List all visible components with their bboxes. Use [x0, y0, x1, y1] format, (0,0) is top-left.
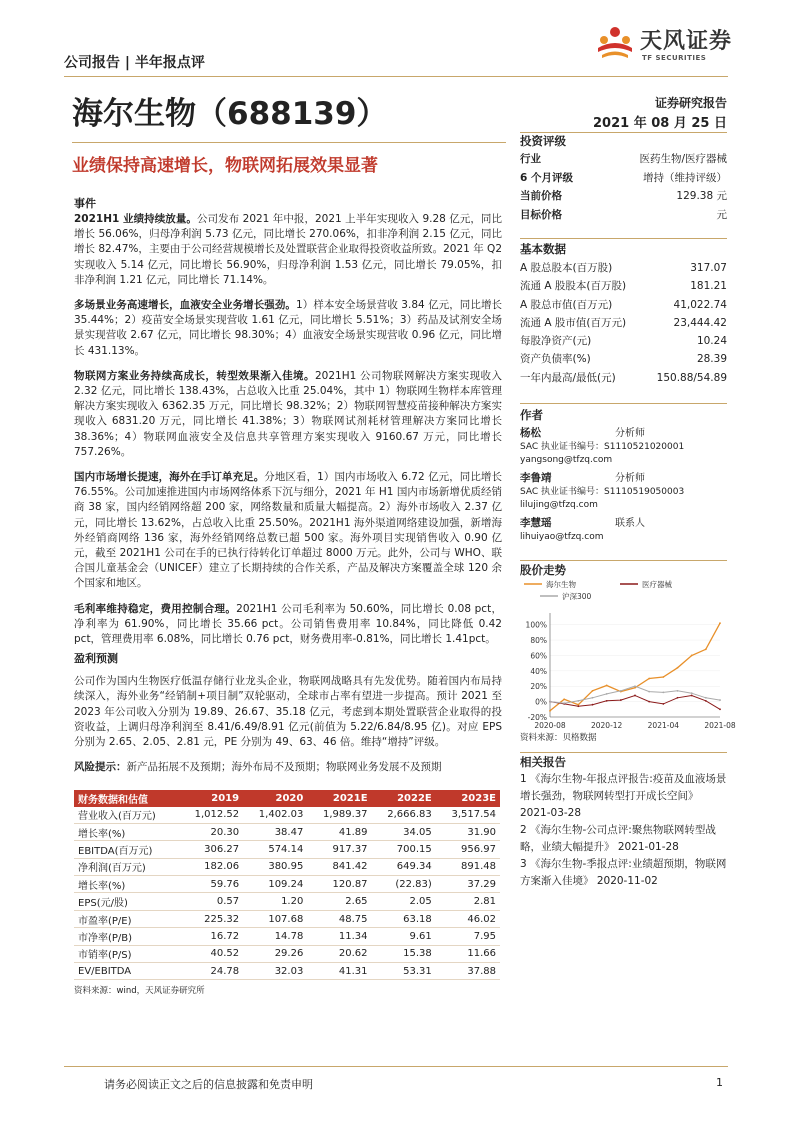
x-tick-label: 2021-08 — [704, 721, 736, 730]
y-tick-label: 40% — [530, 666, 547, 676]
table-cell: 1.20 — [243, 893, 307, 910]
series-line-1 — [550, 623, 720, 711]
price-chart-container — [520, 579, 736, 730]
series-point — [563, 698, 565, 700]
risk-label: 风险提示： — [74, 761, 127, 774]
table-cell: 20.62 — [307, 945, 371, 962]
table-cell: 956.97 — [436, 841, 500, 858]
series-point — [648, 691, 650, 693]
table-header-cell: 2021E — [307, 790, 371, 807]
table-row — [74, 928, 500, 945]
series-point — [620, 690, 622, 692]
table-cell: 53.31 — [372, 963, 436, 980]
table-cell: 225.32 — [179, 910, 243, 927]
table-cell: 40.52 — [179, 945, 243, 962]
table-cell: EBITDA(百万元) — [74, 841, 179, 858]
series-point — [719, 699, 721, 701]
table-row — [74, 910, 500, 927]
table-cell: 1,989.37 — [307, 807, 371, 824]
author-cert: SAC 执业证书编号：S1110519050003 — [520, 487, 685, 497]
author-card — [520, 427, 727, 467]
table-row — [74, 945, 500, 962]
series-point — [677, 690, 679, 692]
author-role: 分析师 — [615, 473, 645, 484]
report-date: 2021 年 08 月 25 日 — [593, 116, 727, 131]
y-tick-label: 100% — [525, 620, 547, 630]
sidebar-divider — [520, 238, 727, 239]
series-point — [577, 704, 579, 706]
table-row — [74, 963, 500, 980]
related-title: 相关报告 — [520, 755, 566, 769]
section-lead: 毛利率维持稳定，费用控制合理。 — [74, 602, 237, 615]
basic-data-row — [520, 369, 727, 387]
rating-title: 投资评级 — [520, 134, 566, 148]
series-point — [705, 697, 707, 699]
financial-table — [74, 790, 500, 981]
author-email: lihuiyao@tfzq.com — [520, 532, 604, 542]
brand-name-en: TF SECURITIES — [642, 54, 707, 62]
series-point — [691, 655, 693, 657]
legend-label: 海尔生物 — [546, 580, 576, 589]
footer-divider — [64, 1066, 728, 1067]
table-cell: 41.89 — [307, 823, 371, 840]
table-cell: 11.34 — [307, 928, 371, 945]
series-point — [592, 697, 594, 699]
table-cell: 46.02 — [436, 910, 500, 927]
table-cell: 市盈率(P/E) — [74, 910, 179, 927]
basic-data-value: 28.39 — [696, 353, 727, 366]
table-cell: 3,517.54 — [436, 807, 500, 824]
section-markets — [74, 470, 502, 592]
rating-value: 医药生物/医疗器械 — [639, 153, 727, 165]
basic-data-value: 317.07 — [690, 262, 727, 274]
series-point — [634, 695, 636, 697]
series-point — [648, 678, 650, 680]
basic-data-row — [520, 277, 727, 295]
rating-row — [520, 206, 727, 225]
series-point — [691, 695, 693, 697]
table-cell: 31.90 — [436, 823, 500, 840]
series-point — [577, 705, 579, 707]
table-cell: 109.24 — [243, 876, 307, 893]
basic-data-row — [520, 314, 727, 332]
series-point — [606, 700, 608, 702]
series-point — [563, 702, 565, 704]
rating-panel — [520, 133, 727, 224]
table-cell: 574.14 — [243, 841, 307, 858]
author-cert: SAC 执业证书编号：S1110521020001 — [520, 442, 685, 452]
rating-row — [520, 150, 727, 169]
price-trend-panel — [520, 562, 736, 743]
series-point — [691, 692, 693, 694]
section-text: 2021H1 公司物联网解决方案实现收入 2.32 亿元，同比增长 138.43%，占总收入比重 25.04%，其中 1）物联网生物样本库管理解决方案实现收入 6362.35 万元，同比增长 98.32%；2）物联网智慧疫苗接种解决方案实现收入 6831.20 万元，同比增长 41.38%；3）物联网试剂耗材管理解决方案同比增长 38.36%；4）物联网血液安全及信息共享管理方案实现收入 9160.67 万元，同比增长 757.26%。 — [74, 369, 502, 458]
risk-text: 新产品拓展不及预期；海外布局不及预期；物联网业务发展不及预期 — [126, 761, 442, 774]
section-lead: 多场景业务高速增长，血液安全业务增长强劲。 — [74, 299, 296, 312]
table-cell: 29.26 — [243, 945, 307, 962]
author-card — [520, 472, 727, 512]
table-cell: 63.18 — [372, 910, 436, 927]
section-lead: 2021H1 业绩持续放量。 — [74, 213, 197, 225]
section-margins — [74, 602, 502, 648]
forecast-title: 盈利预测 — [74, 652, 118, 666]
chart-source: 资料来源：贝格数据 — [520, 733, 597, 743]
table-cell: 营业收入(百万元) — [74, 807, 179, 824]
table-header-cell: 2023E — [436, 790, 500, 807]
series-point — [606, 693, 608, 695]
table-cell: EV/EBITDA — [74, 963, 179, 980]
basic-data-key: 一年内最高/最低(元) — [520, 371, 616, 384]
headline: 业绩保持高速增长，物联网拓展效果显著 — [72, 156, 378, 176]
forecast-text: 公司作为国内生物医疗低温存储行业龙头企业，物联网战略具有先发优势。随着国内布局持续深入，海外业务“经销制+项目制”双轮驱动，全球市占率有望进一步提高。预计 2021 至 2023 年公司收入分别为 19.89、26.67、35.18 亿元，考虑到本期处置联营企业取得的投资收益，上调归母净利润至 8.41/6.49/8.91 亿元(前值为 5.22/6.84/8.95 亿)。对应 EPS 分别为 2.65、2.05、2.81 元，PE 分别为 49、63、46 倍。维持“增持”评级。 — [74, 675, 502, 749]
table-cell: 37.88 — [436, 963, 500, 980]
table-row — [74, 858, 500, 875]
author-card — [520, 517, 727, 544]
series-point — [634, 685, 636, 687]
table-cell: 649.34 — [372, 858, 436, 875]
table-cell: 15.38 — [372, 945, 436, 962]
brand-name: 天风证券 — [640, 29, 733, 54]
table-cell: 市净率(P/B) — [74, 928, 179, 945]
table-cell: 9.61 — [372, 928, 436, 945]
table-cell: 1,402.03 — [243, 807, 307, 824]
y-tick-label: 0% — [535, 697, 547, 707]
table-cell: 2.65 — [307, 893, 371, 910]
table-cell: EPS(元/股) — [74, 893, 179, 910]
price-trend-title: 股价走势 — [520, 563, 566, 577]
table-cell: 37.29 — [436, 876, 500, 893]
price-chart — [520, 579, 736, 730]
series-point — [634, 687, 636, 689]
series-point — [662, 676, 664, 678]
table-row — [74, 876, 500, 893]
table-cell: 2.05 — [372, 893, 436, 910]
table-row — [74, 893, 500, 910]
series-point — [719, 622, 721, 624]
table-cell: 59.76 — [179, 876, 243, 893]
author-name: 李鲁靖 — [520, 472, 552, 484]
table-cell: 11.66 — [436, 945, 500, 962]
table-cell: 120.87 — [307, 876, 371, 893]
table-cell: 市销率(P/S) — [74, 945, 179, 962]
series-point — [677, 667, 679, 669]
author-role: 联系人 — [615, 518, 645, 529]
table-cell: 净利润(百万元) — [74, 858, 179, 875]
table-cell: 2,666.83 — [372, 807, 436, 824]
basic-data-row — [520, 350, 727, 368]
basic-data-list — [520, 259, 727, 387]
table-cell: 700.15 — [372, 841, 436, 858]
basic-data-row — [520, 296, 727, 314]
author-email: lilujing@tfzq.com — [520, 500, 598, 510]
table-cell: 24.78 — [179, 963, 243, 980]
report-category: 公司报告 | 半年报点评 — [64, 55, 205, 71]
table-body — [74, 807, 500, 980]
section-lead: 国内市场增长提速，海外在手订单充足。 — [74, 471, 265, 484]
table-cell: (22.83) — [372, 876, 436, 893]
table-header-cell: 2022E — [372, 790, 436, 807]
related-item[interactable]: 1 《海尔生物-年报点评报告:疫苗及血液场景增长强劲，物联网转型打开成长空间》 2021-03-28 — [520, 773, 727, 819]
series-point — [705, 648, 707, 650]
basic-data-key: A 股总市值(百万元) — [520, 298, 613, 311]
table-row — [74, 841, 500, 858]
table-cell: 20.30 — [179, 823, 243, 840]
table-cell: 107.68 — [243, 910, 307, 927]
section-text: 2021H1 公司毛利率为 50.60%，同比增长 0.08 pct，净利率为 61.90%，同比增长 35.66 pct。公司销售费用率 10.84%，同比降低 0.42 pct，管理费用率 6.08%，同比增长 0.76 pct，财务费用率-0.81%，同比增长 1.41pct。 — [74, 602, 503, 646]
table-cell: 34.05 — [372, 823, 436, 840]
series-point — [606, 685, 608, 687]
table-cell: 38.47 — [243, 823, 307, 840]
author-email: yangsong@tfzq.com — [520, 455, 613, 465]
related-item[interactable]: 3 《海尔生物-季报点评:业绩超预期，物联网方案渐入佳境》 2020-11-02 — [520, 858, 727, 887]
section-text: 公司发布 2021 年中报，2021 上半年实现收入 9.28 亿元，同比增长 56.06%，归母净利润 5.73 亿元，同比增长 270.06%，扣非净利润 2.15 亿元，同比增长 82.47%，主要由于公司经营规模增长及处置联营企业取得投资收益所致。2021 年 Q2 实现收入 5.14 亿元，同比增长 56.90%，归母净利润 1.53 亿元，同比增长 79.05%，扣非净利润 1.21 亿元，同比增长 71.14%。 — [74, 213, 502, 286]
section-lead: 物联网方案业务持续高成长，转型效果渐入佳境。 — [74, 369, 315, 382]
basic-data-panel — [520, 240, 727, 387]
rating-key: 6 个月评级 — [520, 171, 573, 184]
table-cell: 891.48 — [436, 858, 500, 875]
series-point — [705, 700, 707, 702]
series-line-2 — [550, 696, 720, 710]
rating-key: 行业 — [520, 153, 541, 165]
table-cell: 2.81 — [436, 893, 500, 910]
basic-data-value: 10.24 — [696, 335, 727, 348]
authors-panel — [520, 405, 727, 544]
sidebar-divider — [520, 560, 727, 561]
section-scenarios — [74, 298, 502, 359]
series-point — [662, 703, 664, 705]
basic-data-key: 每股净资产(元) — [520, 335, 592, 348]
table-source: 资料来源：wind，天风证券研究所 — [74, 986, 205, 997]
table-cell: 32.03 — [243, 963, 307, 980]
series-point — [662, 691, 664, 693]
y-tick-label: 20% — [530, 682, 547, 692]
basic-data-key: 资产负债率(%) — [520, 353, 591, 366]
table-header-cell: 财务数据和估值 — [74, 790, 179, 807]
table-cell: 增长率(%) — [74, 876, 179, 893]
risk-note — [74, 760, 502, 775]
rating-key: 当前价格 — [520, 190, 562, 202]
rating-value: 129.38 元 — [676, 190, 727, 202]
event-title: 事件 — [74, 197, 96, 210]
table-cell: 7.95 — [436, 928, 500, 945]
series-point — [592, 690, 594, 692]
rating-value: 增持（维持评级） — [643, 171, 727, 184]
rating-value: 元 — [716, 208, 727, 221]
brand-logo-icon — [590, 18, 640, 68]
series-point — [549, 701, 551, 703]
y-tick-label: 60% — [530, 651, 547, 661]
table-cell: 16.72 — [179, 928, 243, 945]
x-tick-label: 2020-12 — [590, 721, 623, 730]
legend-label: 沪深300 — [562, 592, 592, 601]
basic-data-key: 流通 A 股市值(百万元) — [520, 316, 627, 329]
author-role: 分析师 — [615, 428, 645, 439]
table-cell: 增长率(%) — [74, 823, 179, 840]
table-header-cell: 2020 — [243, 790, 307, 807]
y-tick-label: -20% — [527, 713, 547, 722]
legend-label: 医疗器械 — [642, 580, 672, 589]
table-cell: 182.06 — [179, 858, 243, 875]
author-name: 李慧瑶 — [520, 517, 552, 529]
table-header-cell: 2019 — [179, 790, 243, 807]
basic-data-value: 181.21 — [690, 280, 727, 293]
series-point — [549, 710, 551, 712]
series-point — [719, 708, 721, 710]
rating-key: 目标价格 — [520, 208, 562, 221]
series-point — [592, 704, 594, 706]
author-name: 杨松 — [520, 427, 541, 439]
table-cell: 0.57 — [179, 893, 243, 910]
report-type: 证券研究报告 — [654, 96, 727, 110]
page-number: 1 — [716, 1076, 723, 1089]
related-panel — [520, 753, 727, 890]
table-row — [74, 823, 500, 840]
section-text: 1）样本安全场景营收 3.84 亿元，同比增长 35.44%；2）疫苗安全场景实现营收 1.61 亿元，同比增长 5.51%；3）药品及试剂安全场景实现营收 2.67 亿元，同比增长 98.30%；4）血液安全场景实现营收 0.96 亿元，同比增长 431.13%。 — [74, 299, 503, 357]
basic-data-key: A 股总股本(百万股) — [520, 262, 613, 274]
table-cell: 380.95 — [243, 858, 307, 875]
basic-data-key: 流通 A 股股本(百万股) — [520, 280, 627, 293]
table-header-row — [74, 790, 500, 807]
table-row — [74, 807, 500, 824]
series-point — [620, 699, 622, 701]
authors-title: 作者 — [520, 408, 543, 422]
table-cell: 14.78 — [243, 928, 307, 945]
table-cell: 41.31 — [307, 963, 371, 980]
series-point — [577, 700, 579, 702]
table-cell: 306.27 — [179, 841, 243, 858]
title-divider — [72, 142, 506, 143]
rating-row — [520, 187, 727, 206]
y-tick-label: 80% — [530, 636, 547, 646]
section-iot — [74, 369, 502, 460]
page-title: 海尔生物（688139） — [72, 96, 388, 132]
section-performance — [74, 212, 502, 288]
section-text: 分地区看，1）国内市场收入 6.72 亿元，同比增长 76.55%。公司加速推进国内市场网络体系下沉与细分，2021 年 H1 国内市场新增优质经销商 38 家，国内经销网络超 200 家，网络数量和质量大幅提高。2）海外市场收入 2.37 亿元，同比增长 13.62%，占总收入比重 25.50%。2021H1 海外渠道网络建设加强，新增海外经销商网络 136 家，海外经销网络总数已超 500 家。海外项目实现销售收入 0.90 亿元，截至 2021H1 公司在手的已执行待转化订单超过 8000 万元。此外，公司与 WHO、联合国儿童基金会（UNICEF）建立了长期持续的合作关系，产品及解决方案覆盖全球 120 余个国家和地区。 — [74, 471, 503, 590]
header-divider — [64, 76, 728, 77]
basic-data-row — [520, 332, 727, 350]
table-cell: 48.75 — [307, 910, 371, 927]
series-point — [648, 701, 650, 703]
basic-data-value: 150.88/54.89 — [656, 371, 727, 384]
table-cell: 1,012.52 — [179, 807, 243, 824]
x-tick-label: 2020-08 — [534, 721, 566, 730]
table-cell: 841.42 — [307, 858, 371, 875]
x-tick-label: 2021-04 — [647, 721, 680, 730]
sidebar-divider — [520, 403, 727, 404]
basic-data-title: 基本数据 — [520, 242, 566, 256]
basic-data-row — [520, 259, 727, 277]
rating-row — [520, 169, 727, 188]
related-item[interactable]: 2 《海尔生物-公司点评:聚焦物联网转型战略，业绩大幅提升》 2021-01-28 — [520, 824, 716, 853]
footer-disclaimer: 请务必阅读正文之后的信息披露和免责申明 — [104, 1078, 313, 1091]
basic-data-value: 23,444.42 — [673, 316, 727, 329]
basic-data-value: 41,022.74 — [673, 298, 727, 311]
main-body — [74, 195, 502, 996]
table-cell: 917.37 — [307, 841, 371, 858]
series-point — [677, 697, 679, 699]
